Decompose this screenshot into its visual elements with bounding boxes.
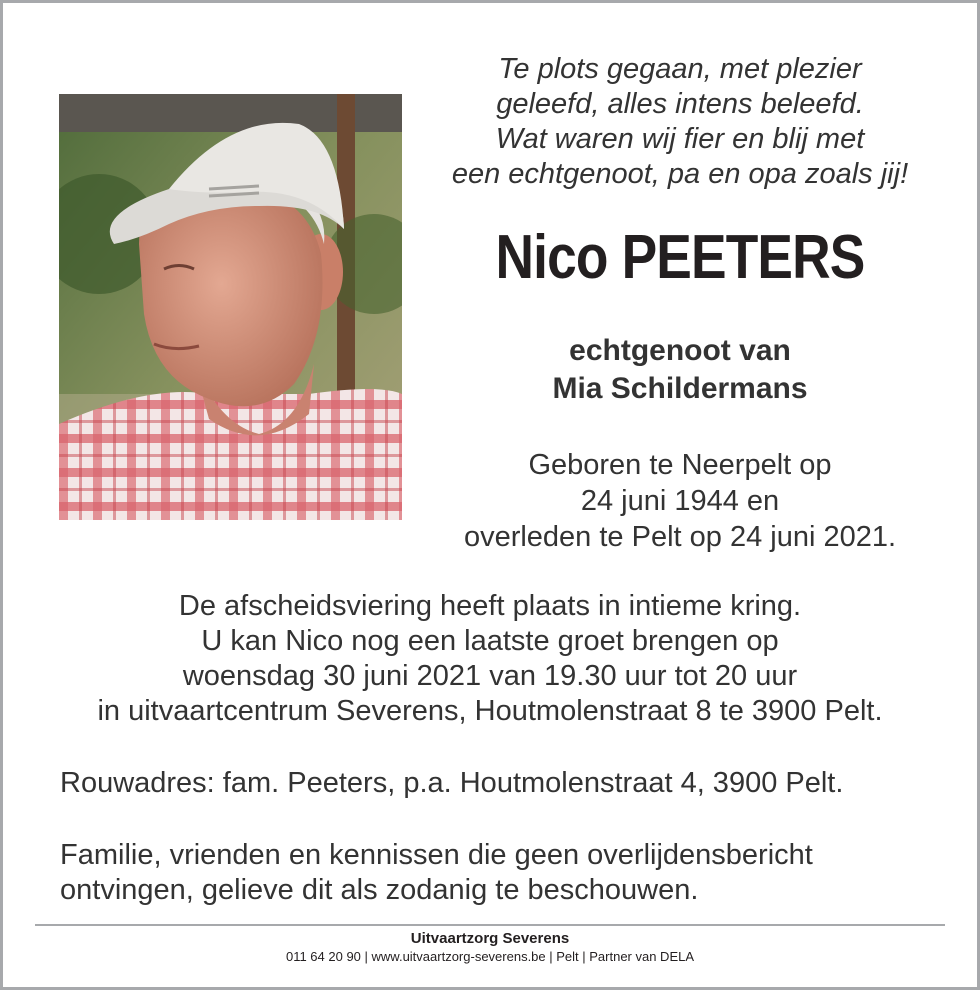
spouse-name: Mia Schildermans (552, 372, 808, 405)
mourning-address: Rouwadres: fam. Peeters, p.a. Houtmolenstraat 4, 3900 Pelt. (60, 767, 844, 799)
family-notice-line: Familie, vrienden en kennissen die geen overlijdensbericht (60, 839, 813, 871)
dates-line: 24 juni 1944 en (580, 485, 780, 517)
dates-line: Geboren te Neerpelt op (528, 449, 832, 481)
footer-divider (35, 924, 945, 926)
ceremony-line: U kan Nico nog een laatste groet brengen op (201, 625, 779, 657)
poem-line: geleefd, alles intens beleefd. (496, 88, 864, 120)
poem-line: Wat waren wij fier en blij met (495, 123, 865, 155)
poem (410, 52, 950, 192)
poem-line: een echtgenoot, pa en opa zoals jij! (451, 158, 909, 190)
funeral-company-details: 011 64 20 90 | www.uitvaartzorg-severens.be | Pelt | Partner van DELA (285, 949, 695, 964)
dates-line: overleden te Pelt op 24 juni 2021. (463, 521, 897, 553)
spouse-line: echtgenoot van (569, 334, 791, 367)
deceased-name: Nico PEETERS (495, 223, 865, 292)
birth-death-dates (410, 447, 950, 555)
ceremony-line: De afscheidsviering heeft plaats in intieme kring. (178, 590, 802, 622)
family-notice-line: ontvingen, gelieve dit als zodanig te beschouwen. (60, 874, 699, 906)
ceremony-line: in uitvaartcentrum Severens, Houtmolenstraat 8 te 3900 Pelt. (97, 695, 883, 727)
portrait-photo (59, 94, 402, 520)
family-notice (60, 838, 960, 908)
spouse-info (410, 332, 950, 408)
ceremony-line: woensdag 30 juni 2021 van 19.30 uur tot 20 uur (182, 660, 798, 692)
poem-line: Te plots gegaan, met plezier (498, 53, 862, 85)
funeral-company-name: Uitvaartzorg Severens (410, 930, 570, 947)
ceremony-info (0, 589, 980, 729)
